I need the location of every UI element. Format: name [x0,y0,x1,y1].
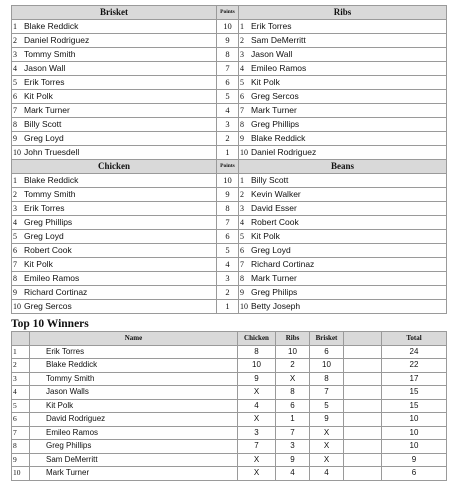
beans-cell [239,258,447,272]
brisket-rank: 6 [13,92,17,101]
chicken-rank: 2 [13,190,17,199]
rank-cell: 5 [12,399,30,413]
brisket-cell [12,34,217,48]
points-cell: 7 [217,216,239,230]
blank-cell [344,359,382,373]
beans-name: Kevin Walker [251,189,301,199]
name-header: Name [30,332,238,346]
result-row [12,272,447,286]
ribs-name: Daniel Rodriguez [251,147,317,157]
chicken-score: X [238,386,276,400]
chicken-cell [12,188,217,202]
name-cell: Sam DeMerritt [30,453,238,467]
points-cell: 6 [217,230,239,244]
total-score: 10 [382,426,447,440]
beans-name: David Esser [251,203,297,213]
winner-row [12,467,447,481]
brisket-cell [12,20,217,34]
beans-name: Betty Joseph [251,301,301,311]
chicken-header: Chicken [238,332,276,346]
chicken-score: 8 [238,345,276,359]
ribs-rank: 1 [240,22,244,31]
ribs-header: Ribs [239,6,447,20]
winner-row [12,399,447,413]
total-score: 6 [382,467,447,481]
ribs-cell [239,104,447,118]
chicken-name: Greg Sercos [24,301,72,311]
brisket-ribs-rows [12,20,447,160]
result-row [12,118,447,132]
beans-rank: 10 [240,302,248,311]
ribs-header: Ribs [276,332,310,346]
brisket-name: John Truesdell [24,147,80,157]
total-score: 15 [382,386,447,400]
brisket-cell [12,62,217,76]
result-row [12,244,447,258]
blank-cell [344,440,382,454]
brisket-score: 9 [310,413,344,427]
brisket-name: Erik Torres [24,77,65,87]
points-cell: 5 [217,90,239,104]
winner-row [12,345,447,359]
blank-cell [344,399,382,413]
brisket-score: X [310,453,344,467]
name-cell: Jason Walls [30,386,238,400]
brisket-cell [12,118,217,132]
ribs-rank: 9 [240,134,244,143]
brisket-rank: 9 [13,134,17,143]
ribs-cell [239,20,447,34]
result-row [12,174,447,188]
chicken-cell [12,258,217,272]
points-cell: 2 [217,132,239,146]
chicken-cell [12,300,217,314]
points-header: Points [217,160,239,174]
points-header: Points [217,6,239,20]
ribs-score: 7 [276,426,310,440]
points-cell: 1 [217,146,239,160]
brisket-name: Jason Wall [24,63,66,73]
winner-row [12,386,447,400]
beans-rank: 1 [240,176,244,185]
result-row [12,286,447,300]
result-row [12,76,447,90]
points-cell: 8 [217,48,239,62]
name-cell: Mark Turner [30,467,238,481]
ribs-name: Kit Polk [251,77,280,87]
name-cell: Kit Polk [30,399,238,413]
chicken-score: 10 [238,359,276,373]
points-cell: 2 [217,286,239,300]
rank-cell: 1 [12,345,30,359]
name-cell: Tommy Smith [30,372,238,386]
blank-header [344,332,382,346]
brisket-header: Brisket [310,332,344,346]
brisket-name: Tommy Smith [24,49,76,59]
total-header: Total [382,332,447,346]
points-cell: 4 [217,258,239,272]
beans-rank: 6 [240,246,244,255]
chicken-beans-rows [12,174,447,314]
chicken-name: Kit Polk [24,259,53,269]
brisket-rank: 8 [13,120,17,129]
beans-cell [239,272,447,286]
beans-name: Greg Loyd [251,245,291,255]
ribs-name: Mark Turner [251,105,297,115]
chicken-name: Blake Reddick [24,175,79,185]
top10-winners-table [11,331,447,481]
rank-cell: 2 [12,359,30,373]
brisket-name: Greg Loyd [24,133,64,143]
ribs-rank: 8 [240,120,244,129]
ribs-cell [239,90,447,104]
chicken-cell [12,230,217,244]
points-cell: 4 [217,104,239,118]
chicken-score: 3 [238,426,276,440]
chicken-rank: 3 [13,204,17,213]
beans-rank: 5 [240,232,244,241]
winner-row [12,453,447,467]
chicken-cell [12,216,217,230]
beans-rank: 3 [240,204,244,213]
winner-row [12,440,447,454]
points-cell: 3 [217,272,239,286]
brisket-score: 4 [310,467,344,481]
result-row [12,188,447,202]
blank-cell [344,372,382,386]
beans-rank: 2 [240,190,244,199]
beans-cell [239,230,447,244]
name-cell: Erik Torres [30,345,238,359]
beans-rank: 4 [240,218,244,227]
result-row [12,34,447,48]
brisket-header: Brisket [12,6,217,20]
category-results-table [11,5,447,314]
brisket-score: X [310,440,344,454]
ribs-name: Blake Reddick [251,133,306,143]
chicken-score: 9 [238,372,276,386]
beans-name: Greg Philips [251,287,298,297]
brisket-name: Billy Scott [24,119,62,129]
brisket-cell [12,48,217,62]
points-cell: 3 [217,118,239,132]
result-row [12,258,447,272]
chicken-score: 4 [238,399,276,413]
rank-cell: 6 [12,413,30,427]
beans-name: Mark Turner [251,273,297,283]
beans-cell [239,244,447,258]
name-cell: Blake Reddick [30,359,238,373]
rank-cell: 4 [12,386,30,400]
blank-cell [344,386,382,400]
total-score: 15 [382,399,447,413]
rank-cell: 9 [12,453,30,467]
brisket-score: 5 [310,399,344,413]
chicken-rank: 7 [13,260,17,269]
chicken-name: Robert Cook [24,245,72,255]
chicken-cell [12,202,217,216]
ribs-score: 10 [276,345,310,359]
brisket-score: 6 [310,345,344,359]
ribs-name: Jason Wall [251,49,293,59]
winner-row [12,359,447,373]
points-cell: 1 [217,300,239,314]
brisket-rank: 10 [13,148,21,157]
ribs-cell [239,146,447,160]
chicken-cell [12,272,217,286]
brisket-rank: 1 [13,22,17,31]
points-cell: 6 [217,76,239,90]
ribs-cell [239,118,447,132]
name-cell: David Rodriguez [30,413,238,427]
result-row [12,146,447,160]
points-cell: 10 [217,174,239,188]
brisket-rank: 7 [13,106,17,115]
chicken-score: X [238,413,276,427]
beans-cell [239,300,447,314]
total-score: 10 [382,413,447,427]
points-cell: 10 [217,20,239,34]
ribs-score: 9 [276,453,310,467]
points-cell: 5 [217,244,239,258]
ribs-name: Sam DeMerritt [251,35,306,45]
beans-rank: 8 [240,274,244,283]
beans-name: Kit Polk [251,231,280,241]
rank-cell: 3 [12,372,30,386]
brisket-rank: 5 [13,78,17,87]
brisket-rank: 2 [13,36,17,45]
beans-name: Billy Scott [251,175,289,185]
beans-cell [239,202,447,216]
chicken-score: 7 [238,440,276,454]
top10-title: Top 10 Winners [11,318,89,330]
chicken-rank: 4 [13,218,17,227]
beans-cell [239,216,447,230]
brisket-name: Kit Polk [24,91,53,101]
ribs-rank: 4 [240,64,244,73]
ribs-name: Emileo Ramos [251,63,307,73]
ribs-cell [239,34,447,48]
points-cell: 9 [217,188,239,202]
brisket-score: 8 [310,372,344,386]
name-cell: Emileo Ramos [30,426,238,440]
winner-row [12,413,447,427]
ribs-name: Erik Torres [251,21,292,31]
chicken-name: Greg Loyd [24,231,64,241]
points-cell: 8 [217,202,239,216]
total-score: 10 [382,440,447,454]
beans-name: Robert Cook [251,217,299,227]
rank-cell: 10 [12,467,30,481]
ribs-cell [239,62,447,76]
brisket-cell [12,90,217,104]
chicken-cell [12,174,217,188]
beans-cell [239,188,447,202]
results-header-row [12,6,447,20]
ribs-rank: 6 [240,92,244,101]
brisket-cell [12,104,217,118]
ribs-score: 3 [276,440,310,454]
brisket-name: Blake Reddick [24,21,79,31]
beans-rank: 9 [240,288,244,297]
beans-cell [239,174,447,188]
result-row [12,230,447,244]
blank-cell [344,413,382,427]
result-row [12,48,447,62]
results-subheader-row [12,160,447,174]
chicken-name: Greg Phillips [24,217,73,227]
rank-header [12,332,30,346]
beans-header: Beans [239,160,447,174]
result-row [12,104,447,118]
brisket-score: X [310,426,344,440]
ribs-score: X [276,372,310,386]
chicken-rank: 9 [13,288,17,297]
chicken-name: Emileo Ramos [24,273,80,283]
chicken-header: Chicken [12,160,217,174]
points-cell: 9 [217,34,239,48]
rank-cell: 8 [12,440,30,454]
ribs-score: 4 [276,467,310,481]
brisket-name: Daniel Rodriguez [24,35,90,45]
chicken-rank: 1 [13,176,17,185]
top10-rows [12,345,447,480]
result-row [12,20,447,34]
chicken-cell [12,244,217,258]
result-row [12,90,447,104]
chicken-name: Richard Cortinaz [24,287,88,297]
ribs-cell [239,48,447,62]
blank-cell [344,345,382,359]
ribs-rank: 10 [240,148,248,157]
ribs-rank: 5 [240,78,244,87]
blank-cell [344,453,382,467]
winner-row [12,426,447,440]
chicken-rank: 10 [13,302,21,311]
brisket-cell [12,76,217,90]
beans-cell [239,286,447,300]
ribs-rank: 7 [240,106,244,115]
brisket-score: 10 [310,359,344,373]
beans-name: Richard Cortinaz [251,259,315,269]
name-cell: Greg Phillips [30,440,238,454]
blank-cell [344,467,382,481]
ribs-rank: 3 [240,50,244,59]
result-row [12,300,447,314]
chicken-cell [12,286,217,300]
total-score: 22 [382,359,447,373]
ribs-score: 6 [276,399,310,413]
ribs-cell [239,132,447,146]
beans-rank: 7 [240,260,244,269]
chicken-rank: 6 [13,246,17,255]
top10-header-row [12,332,447,346]
result-row [12,132,447,146]
result-row [12,216,447,230]
ribs-rank: 2 [240,36,244,45]
result-row [12,62,447,76]
chicken-score: X [238,467,276,481]
points-cell: 7 [217,62,239,76]
chicken-name: Tommy Smith [24,189,76,199]
total-score: 24 [382,345,447,359]
ribs-score: 1 [276,413,310,427]
brisket-rank: 4 [13,64,17,73]
blank-cell [344,426,382,440]
ribs-score: 2 [276,359,310,373]
total-score: 9 [382,453,447,467]
brisket-rank: 3 [13,50,17,59]
brisket-cell [12,132,217,146]
ribs-cell [239,76,447,90]
brisket-cell [12,146,217,160]
chicken-name: Erik Torres [24,203,65,213]
brisket-name: Mark Turner [24,105,70,115]
chicken-rank: 8 [13,274,17,283]
brisket-score: 7 [310,386,344,400]
ribs-name: Greg Sercos [251,91,299,101]
chicken-rank: 5 [13,232,17,241]
ribs-score: 8 [276,386,310,400]
result-row [12,202,447,216]
total-score: 17 [382,372,447,386]
ribs-name: Greg Phillips [251,119,300,129]
rank-cell: 7 [12,426,30,440]
chicken-score: X [238,453,276,467]
winner-row [12,372,447,386]
